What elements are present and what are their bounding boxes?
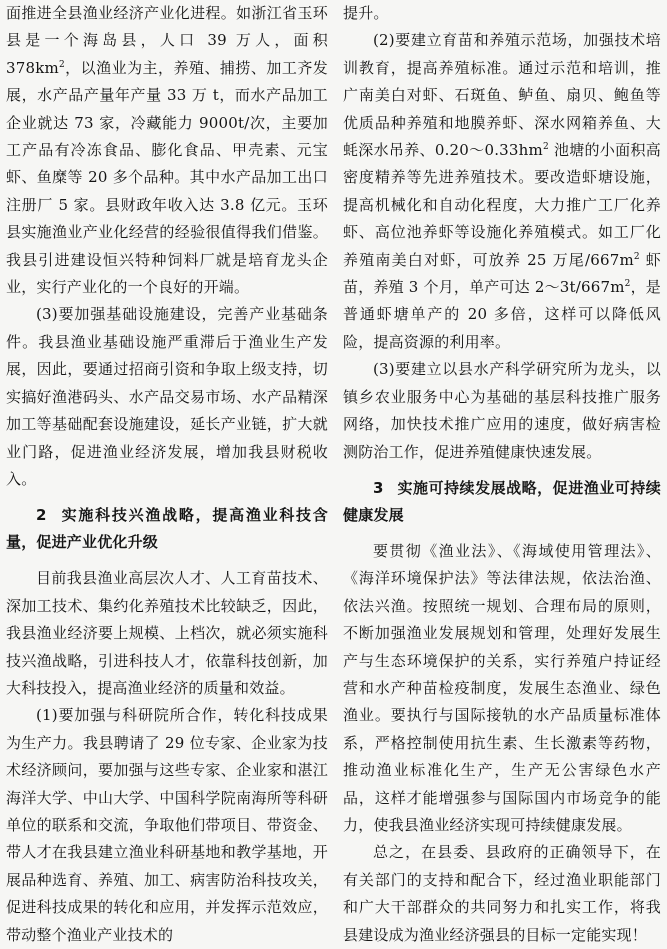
- superscript: 2: [633, 251, 640, 262]
- left-column: [6, 0, 328, 949]
- section-title: 实施科技兴渔战略，提高渔业科技含量，促进产业优化升级: [6, 506, 328, 552]
- paragraph-research-cooperation: (1)要加强与科研院所合作，转化科技成果为生产力。我县聘请了 29 位专家、企业家为技术经济顾问，要加强与这些专家、企业家和湛江海洋大学、中山大学、中国科学院南海所等科研单位的联系和交流，争取他们带项目、带资金、带人才在我县建立渔业科研基地和教学基地，开展品种选育、养殖、加工、病害防治科技攻关，促进科技成果的转化和应用，并发挥示范效应，带动整个渔业产业技术的: [6, 706, 328, 944]
- section-3-heading: [343, 475, 661, 529]
- paragraph-extension-network: (3)要建立以县水产科学研究所为龙头，以镇乡农业服务中心为基础的基层科技推广服务网络，加快技术推广应用的速度，做好病害检测防治工作，促进养殖健康快速发展。: [343, 360, 661, 461]
- superscript: 2: [58, 59, 65, 70]
- section-title: 实施可持续发展战略，促进渔业可持续健康发展: [343, 478, 661, 524]
- superscript: 2: [542, 142, 549, 153]
- paragraph-conclusion: 总之，在县委、县政府的正确领导下，在有关部门的支持和配合下，经过渔业职能部门和广大干部群众的共同努力和扎实工作，将我县建设成为渔业经济强县的目标一定能实现！: [343, 843, 661, 944]
- section-number: 2: [36, 506, 47, 525]
- section-number: 3: [373, 478, 384, 497]
- paragraph-yuhuan-example: 面推进全县渔业经济产业化进程。如浙江省玉环县是一个海岛县，人口 39 万人，面积 $378km^2$，以渔业为主，养殖、捕捞、加工齐发展，水产品产量年产量 33 万 t，而水产品加工企业就达 73 家，冷藏能力 9000t/次，主要加工产品有冷冻食品、膨化食品、甲壳素、元宝虾、鱼糜等 20 多个品种。其中水产品加工出口注册厂 5 家。县财政年收入达 3.8 亿元。玉环县实施渔业产业化经营的经验很值得我们借鉴。我县引进建设恒兴特种饲料厂就是培育龙头企业，实行产业化的一个良好的开端。: [6, 4, 328, 297]
- paragraph-tech-shortage: 目前我县渔业高层次人才、人工育苗技术、深加工技术、集约化养殖技术比较缺乏，因此，我县渔业经济要上规模、上档次，就必须实施科技兴渔战略，引进科技人才，依靠科技创新，加大科技投入，提高渔业经济的质量和效益。: [6, 569, 328, 697]
- superscript: 2: [624, 279, 631, 290]
- paragraph-sustainable-law: 要贯彻《渔业法》、《海域使用管理法》、《海洋环境保护法》等法律法规，依法治渔、依法兴渔。按照统一规划、合理布局的原则，不断加强渔业发展规划和管理，处理好发展生产与生态环境保护的关系，实行养殖户持证经营和水产种苗检疫制度，发展生态渔业、绿色渔业。要执行与国际接轨的水产品质量标准体系，严格控制使用抗生素、生长激素等药物，推动渔业标准化生产，生产无公害绿色水产品，这样才能增强参与国际国内市场竞争的能力，使我县渔业经济实现可持续健康发展。: [343, 541, 661, 834]
- paragraph-demo-farms: (2)要建立育苗和养殖示范场，加强技术培训教育，提高养殖标准。通过示范和培训，推广南美白对虾、石斑鱼、鲈鱼、扇贝、鲍鱼等优质品种养殖和地膜养虾、深水网箱养鱼、大蚝深水吊养、$0.20\sim 0.33hm^2$ 池塘的小面积高密度精养等先进养殖技术。要改造虾塘设施，提高机械化和自动化程度，大力推广工厂化养虾、高位池养虾等设施化养殖模式。如工厂化养殖南美白对虾，可放养 25 万尾$/667m^2$ 虾苗，养殖 3 个月，单产可达 $2\sim 3t/667m^2$，是普通虾塘单产的 20 多倍，这样可以降低风险，提高资源的利用率。: [343, 31, 662, 351]
- right-column: [343, 0, 661, 949]
- paragraph-continuation: 提升。: [343, 4, 389, 22]
- paragraph-infrastructure: (3)要加强基础设施建设，完善产业基础条件。我县渔业基础设施严重滞后于渔业生产发展，因此，要通过招商引资和争取上级支持，切实搞好渔港码头、水产品交易市场、水产品精深加工等基础配套设施建设，延长产业链，扩大就业门路，促进渔业经济发展，增加我县财税收入。: [6, 305, 328, 488]
- section-2-heading: [6, 502, 328, 556]
